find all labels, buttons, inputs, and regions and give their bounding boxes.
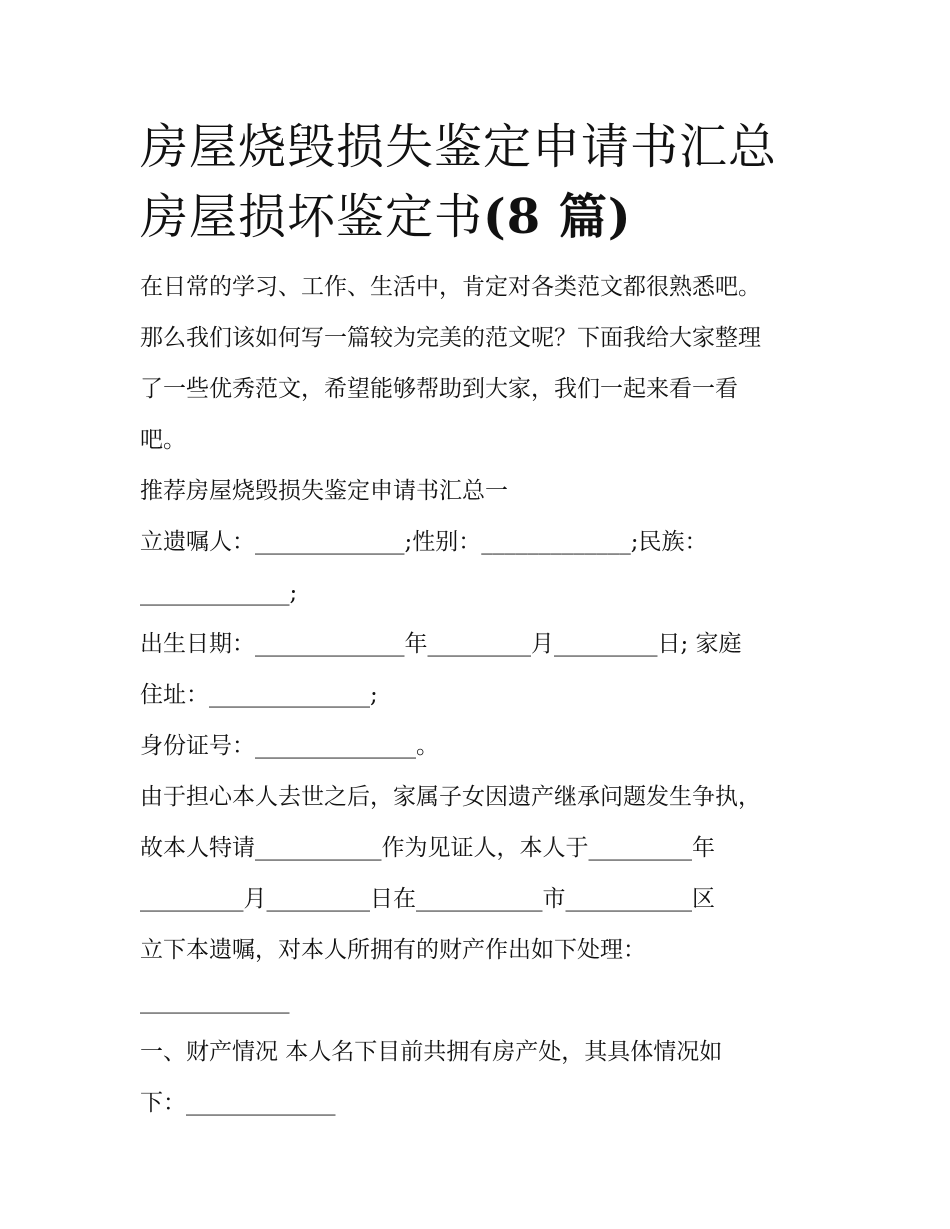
title-line-2-text: 房屋损坏鉴定书 [140,189,484,245]
id-number-info [140,721,830,772]
body-line: 由于担心本人去世之后，家属子女因遗产继承问题发生争执， [140,784,761,810]
id-line: 身份证号：______________。 [140,733,439,759]
section-heading-text: 推荐房屋烧毁损失鉴定申请书汇总一 [140,478,508,504]
intro-line: 了一些优秀范文，希望能够帮助到大家，我们一起来看一看 [140,376,738,402]
body-line: 立下本遗嘱，对本人所拥有的财产作出如下处理： [140,937,646,963]
address-line: 住址：______________; [140,682,378,708]
intro-paragraph [140,262,830,466]
document-title [140,112,830,252]
title-line-2-count: (8 篇) [483,189,632,245]
testator-info [140,517,830,619]
birth-line: 出生日期：_____________年_________月_________日; 家庭 [140,631,742,657]
section-heading [140,466,830,517]
testator-line: _____________; [140,580,298,606]
birth-address-info [140,619,830,721]
intro-line: 吧。 [140,427,186,453]
property-line: 下：_____________ [140,1090,336,1116]
body-line: _________月_________日在___________市___________区 [140,886,715,912]
body-line: 故本人特请___________作为见证人，本人于_________年 [140,835,715,861]
property-line: 一、财产情况 本人名下目前共拥有房产处，其具体情况如 [140,1039,723,1065]
property-paragraph [140,1027,830,1129]
document-page [140,112,830,1129]
intro-line: 那么我们该如何写一篇较为完美的范文呢？下面我给大家整理 [140,325,761,351]
intro-line: 在日常的学习、工作、生活中，肯定对各类范文都很熟悉吧。 [140,274,761,300]
testator-line: 立遗嘱人：_____________;性别：_____________;民族： [140,529,708,555]
body-line: _____________ [140,988,290,1014]
body-paragraph [140,772,830,1027]
title-line-1: 房屋烧毁损失鉴定申请书汇总 [140,119,778,175]
title-line-2 [140,182,830,252]
